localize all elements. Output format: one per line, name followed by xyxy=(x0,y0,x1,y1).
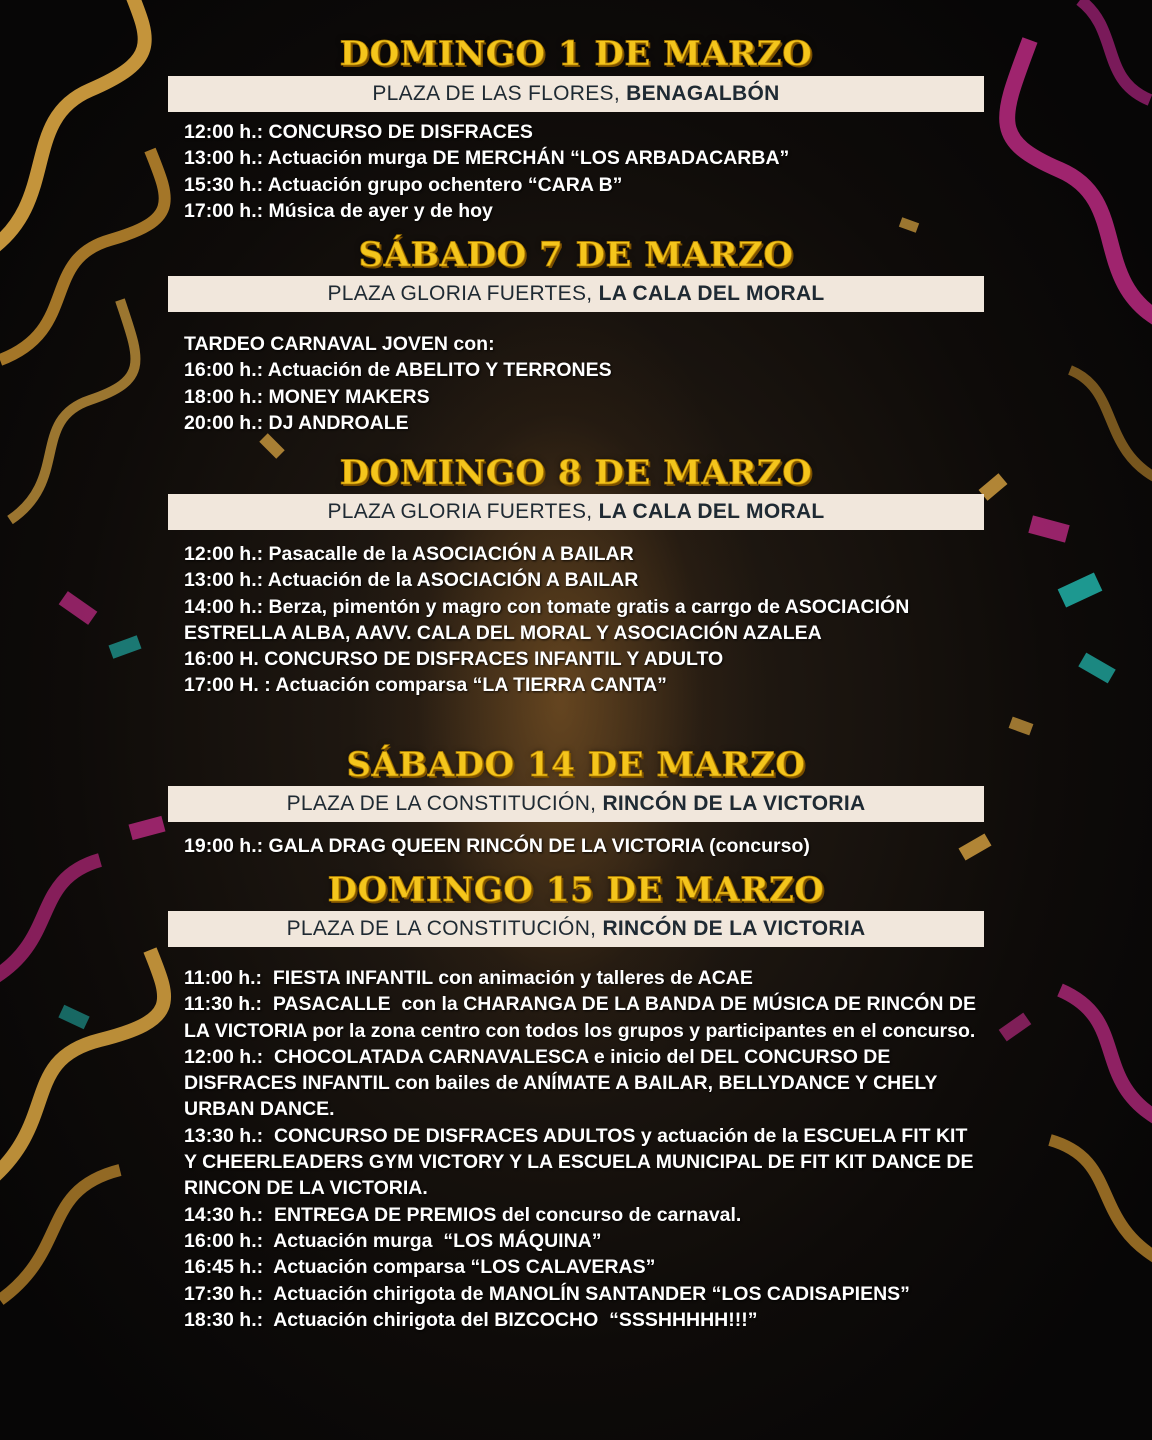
town-name: RINCÓN DE LA VICTORIA xyxy=(602,917,866,940)
day-title: SÁBADO 7 DE MARZO xyxy=(358,235,794,275)
event-item: 14:00 h.: Berza, pimentón y magro con tomate gratis a carrgo de ASOCIACIÓN ESTRELLA ALBA, AAVV. CALA DEL MORAL Y ASOCIACIÓN AZALEA xyxy=(184,595,915,644)
purple-confetti-icon xyxy=(129,816,166,840)
place-name: PLAZA GLORIA FUERTES, xyxy=(327,282,599,305)
gold-streamer-icon xyxy=(10,300,135,520)
event-item: 13:30 h.: CONCURSO DE DISFRACES ADULTOS y actuación de la ESCUELA FIT KIT Y CHEERLEADERS GYM VICTORY Y LA ESCUELA MUNICIPAL DE FIT KIT DANCE DE RINCON DE LA VICTORIA. xyxy=(184,1124,979,1200)
town-name: BENAGALBÓN xyxy=(626,82,780,105)
gold-streamer-icon xyxy=(0,1170,120,1300)
event-item: 16:00 H. CONCURSO DE DISFRACES INFANTIL Y ADULTO xyxy=(184,648,724,671)
place-name: PLAZA GLORIA FUERTES, xyxy=(327,500,599,523)
place-bar xyxy=(168,911,984,947)
place-name: PLAZA DE LA CONSTITUCIÓN, xyxy=(286,792,603,815)
event-item: 20:00 h.: DJ ANDROALE xyxy=(184,411,409,434)
day-title: DOMINGO 15 DE MARZO xyxy=(327,870,825,910)
event-list xyxy=(184,833,984,859)
gold-streamer-icon xyxy=(0,150,165,360)
event-item: 13:00 h.: Actuación murga DE MERCHÁN “LOS ARBADACARBA” xyxy=(184,147,790,170)
teal-confetti-icon xyxy=(58,1005,89,1030)
event-item: TARDEO CARNAVAL JOVEN con: xyxy=(184,333,495,355)
day-title: DOMINGO 8 DE MARZO xyxy=(339,453,813,493)
gold-streamer-icon xyxy=(1050,1140,1152,1260)
event-item: 16:45 h.: Actuación comparsa “LOS CALAVERAS” xyxy=(184,1256,656,1279)
gold-confetti-icon xyxy=(1009,717,1034,736)
event-list xyxy=(184,331,984,436)
event-item: 12:00 h.: CONCURSO DE DISFRACES xyxy=(184,121,533,143)
purple-confetti-icon xyxy=(999,1013,1032,1042)
event-item: 11:30 h.: PASACALLE con la CHARANGA DE LA BANDA DE MÚSICA DE RINCÓN DE LA VICTORIA por la zona centro con todos los grupos y participantes en el concurso. xyxy=(184,993,982,1042)
purple-confetti-icon xyxy=(1028,515,1069,542)
event-item: 14:30 h.: ENTREGA DE PREMIOS del concurso de carnaval. xyxy=(184,1203,742,1226)
teal-confetti-icon xyxy=(1058,572,1103,607)
event-item: 12:00 h.: Pasacalle de la ASOCIACIÓN A BAILAR xyxy=(184,543,634,565)
event-item: 16:00 h.: Actuación de ABELITO Y TERRONES xyxy=(184,359,612,382)
event-item: 19:00 h.: GALA DRAG QUEEN RINCÓN DE LA VICTORIA (concurso) xyxy=(184,835,810,857)
place-bar xyxy=(168,494,984,530)
event-item: 17:30 h.: Actuación chirigota de MANOLÍN SANTANDER “LOS CADISAPIENS” xyxy=(184,1282,910,1305)
day-title: DOMINGO 1 DE MARZO xyxy=(339,34,813,74)
event-item: 18:00 h.: MONEY MAKERS xyxy=(184,385,430,408)
town-name: LA CALA DEL MORAL xyxy=(598,500,825,523)
purple-streamer-icon xyxy=(1080,0,1150,100)
event-item: 15:30 h.: Actuación grupo ochentero “CARA B” xyxy=(184,173,623,196)
place-name: PLAZA DE LA CONSTITUCIÓN, xyxy=(286,917,603,940)
event-item: 17:00 h.: Música de ayer y de hoy xyxy=(184,199,493,222)
place-bar xyxy=(168,276,984,312)
teal-confetti-icon xyxy=(109,635,142,658)
event-list xyxy=(184,119,984,224)
event-list xyxy=(184,541,984,699)
place-bar xyxy=(168,786,984,822)
event-item: 17:00 H. : Actuación comparsa “LA TIERRA CANTA” xyxy=(184,674,667,697)
gold-streamer-icon xyxy=(0,950,164,1180)
gold-streamer-icon xyxy=(1070,370,1152,480)
place-bar xyxy=(168,76,984,112)
event-item: 13:00 h.: Actuación de la ASOCIACIÓN A BAILAR xyxy=(184,569,639,592)
town-name: RINCÓN DE LA VICTORIA xyxy=(602,792,866,815)
event-item: 18:30 h.: Actuación chirigota del BIZCOCHO “SSSHHHHH!!!” xyxy=(184,1308,758,1331)
event-item: 11:00 h.: FIESTA INFANTIL con animación y talleres de ACAE xyxy=(184,967,753,989)
purple-streamer-icon xyxy=(1060,990,1152,1120)
town-name: LA CALA DEL MORAL xyxy=(598,282,825,305)
day-title: SÁBADO 14 DE MARZO xyxy=(346,745,806,785)
event-item: 12:00 h.: CHOCOLATADA CARNAVALESCA e inicio del DEL CONCURSO DE DISFRACES INFANTIL con bailes de ANÍMATE A BAILAR, BELLYDANCE Y CHELY URBAN DANCE. xyxy=(184,1045,943,1121)
place-name: PLAZA DE LAS FLORES, xyxy=(372,82,627,105)
teal-confetti-icon xyxy=(1078,653,1115,684)
event-item: 16:00 h.: Actuación murga “LOS MÁQUINA” xyxy=(184,1229,602,1252)
event-list xyxy=(184,965,984,1333)
purple-streamer-icon xyxy=(0,860,100,980)
gold-streamer-icon xyxy=(0,0,145,250)
purple-confetti-icon xyxy=(59,591,98,625)
